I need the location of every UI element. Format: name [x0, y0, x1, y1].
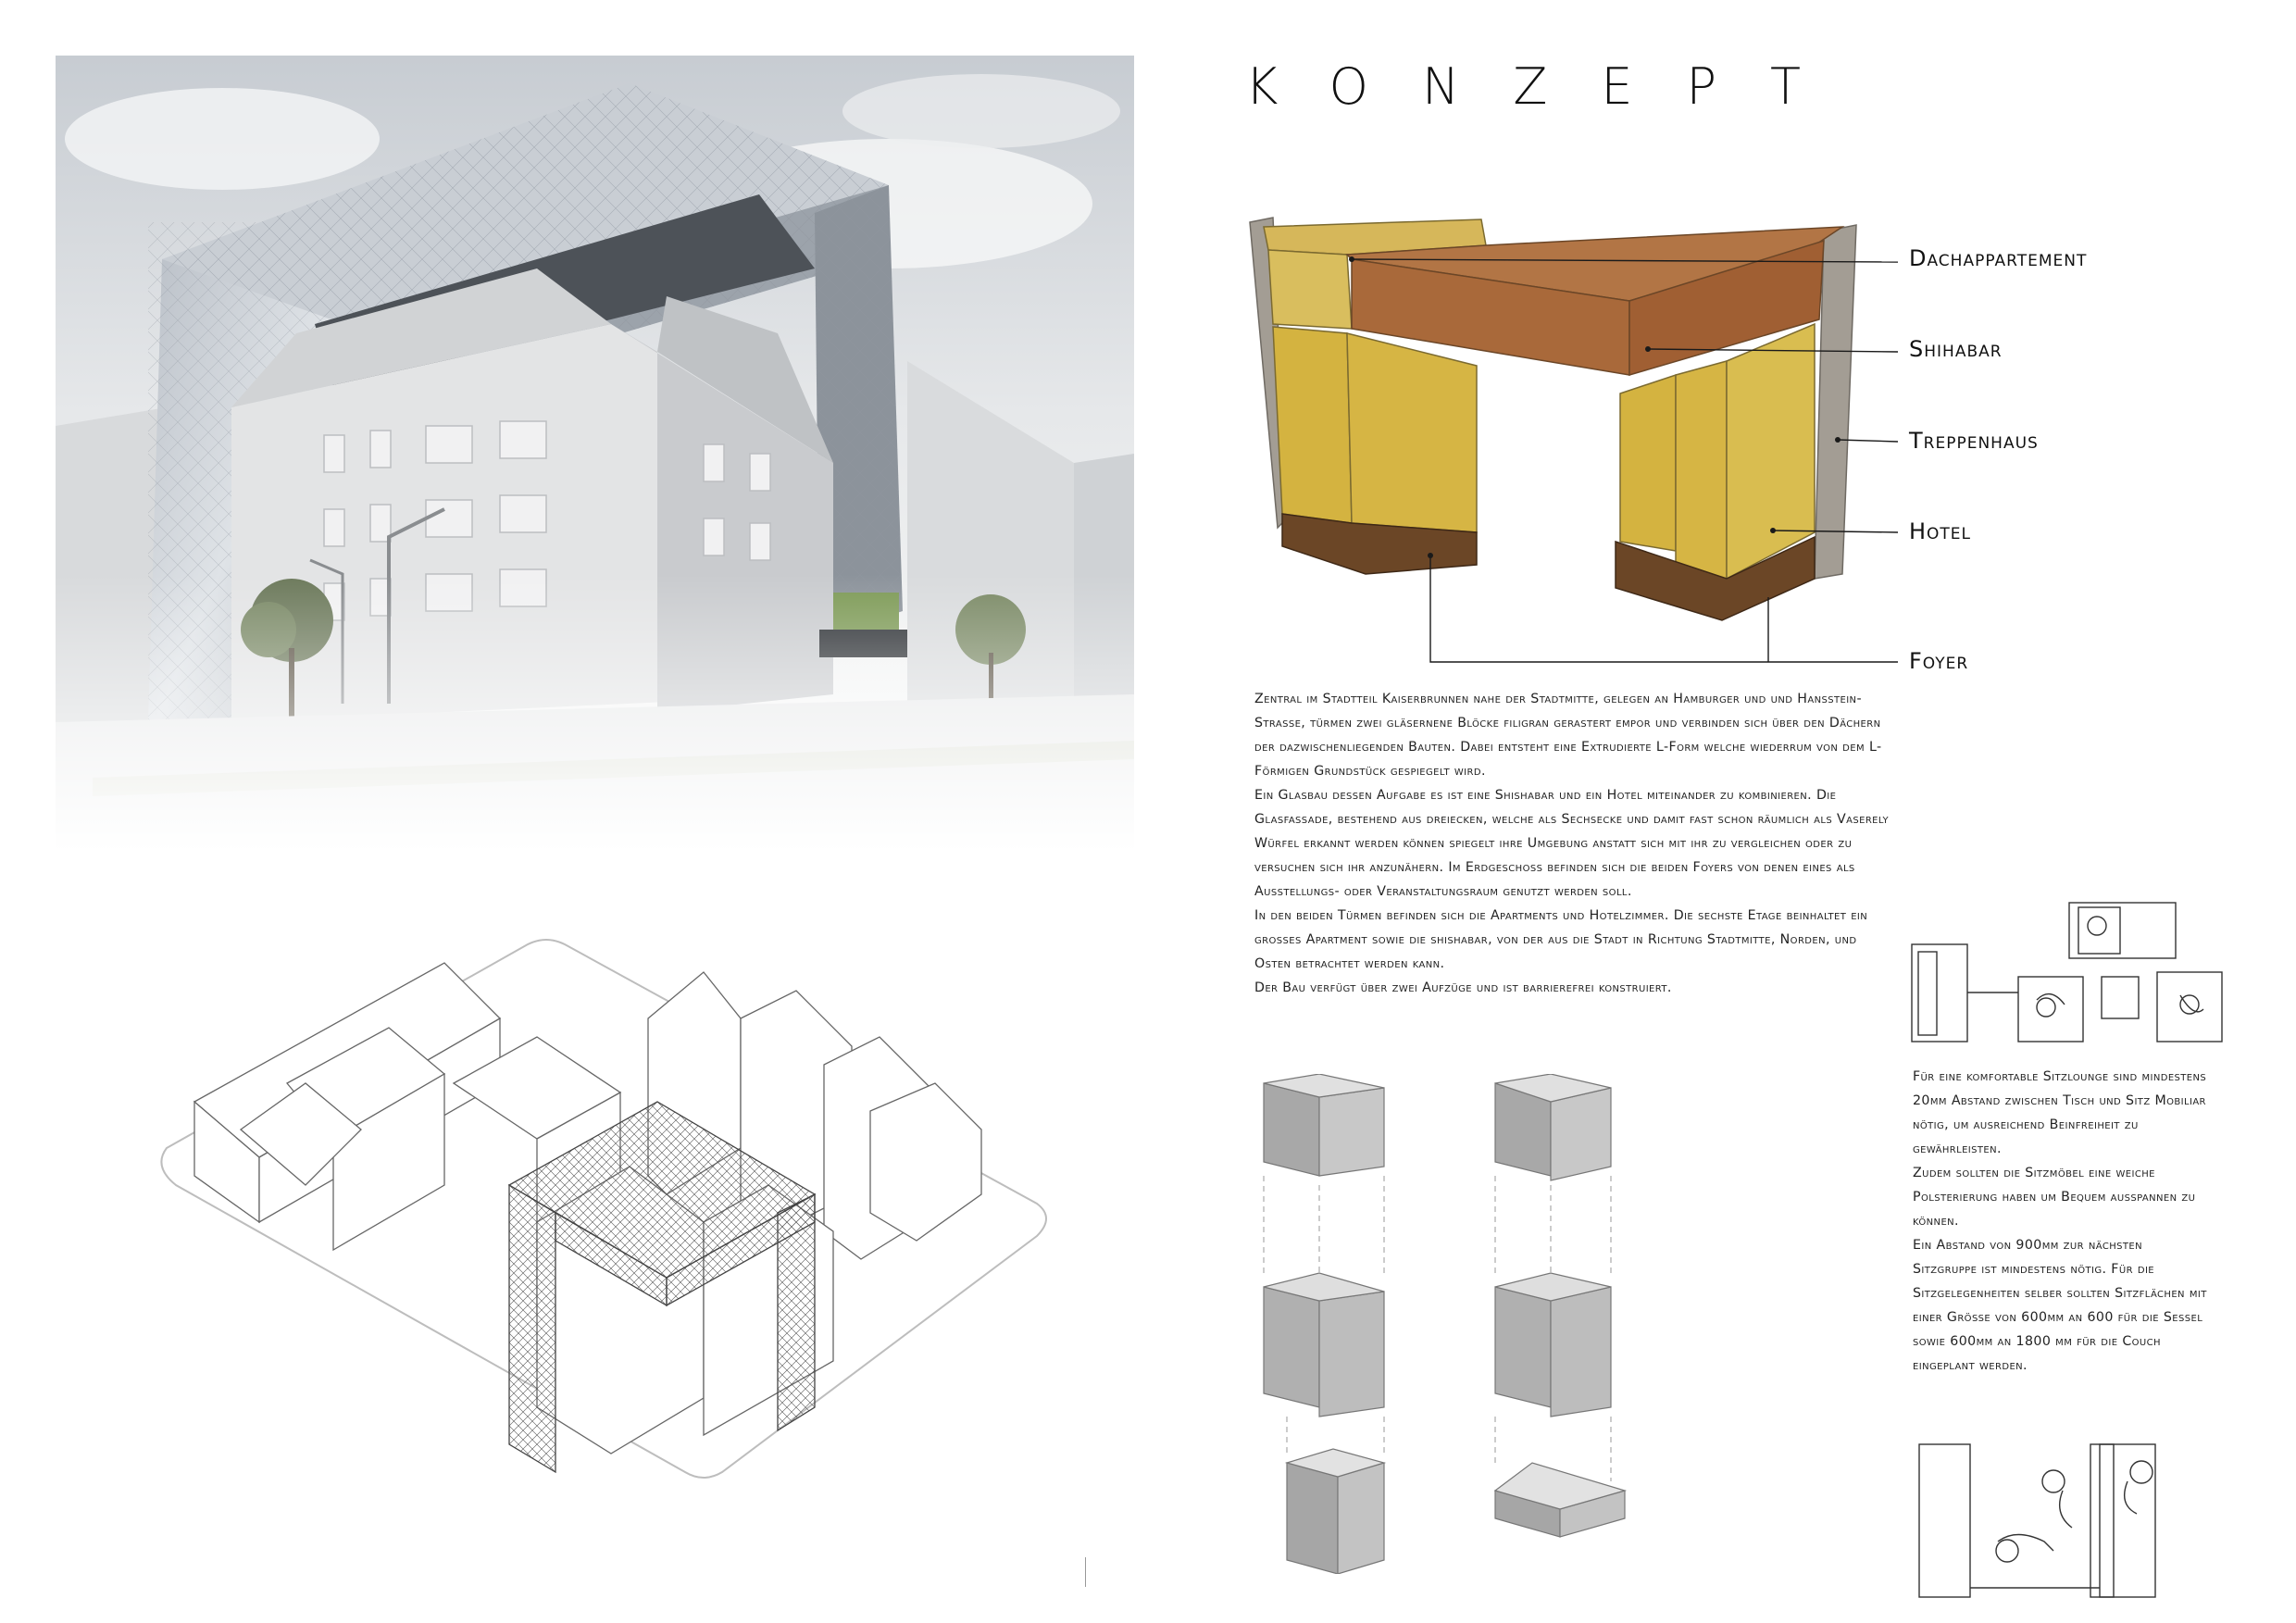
seating-text — [1913, 1065, 2209, 1378]
label-shihabar: Shihabar — [1909, 336, 2003, 362]
label-treppenhaus: Treppenhaus — [1909, 428, 2039, 454]
concept-paragraph: Der Bau verfügt über zwei Aufzüge und ist barrierefrei konstruiert. — [1254, 980, 1672, 995]
seating-plan-top-image — [1907, 898, 2240, 1055]
concept-paragraph: In den beiden Türmen befinden sich die Apartments und Hotelzimmer. Die sechste Etage beinhaltet ein grosses Apartment sowie die shishabar, von der aus die Stadt in Richtung Stadtmitte, Norden, und Osten betrachtet werden kann. — [1254, 908, 1868, 971]
label-hotel: Hotel — [1909, 518, 1972, 544]
volume-studies — [1254, 1074, 1736, 1574]
volume-diagram — [1241, 208, 1944, 680]
dach-front — [1268, 250, 1352, 329]
seating-paragraph: Ein Abstand von 900mm zur nächsten Sitzgruppe ist mindestens nötig. Für die Sitzgelegenheiten selber sollten Sitzflächen mit einer Grösse von 600mm an 600 für die Sessel sowie 600mm an 1800 mm für die Couch eingeplant werden. — [1913, 1238, 2207, 1373]
divider — [1085, 1557, 1086, 1587]
page-title: KONZEPT — [1245, 57, 1855, 116]
hotel-left-side — [1347, 333, 1477, 532]
label-foyer: Foyer — [1909, 648, 1969, 674]
concept-text — [1254, 687, 1893, 1000]
seating-plan-bottom-image — [1915, 1440, 2165, 1602]
seating-plan-bottom — [1915, 1440, 2165, 1602]
seating-paragraph: Zudem sollten die Sitzmöbel eine weiche Polsterierung haben um Bequem ausspannen zu können. — [1913, 1166, 2196, 1229]
label-dachappartement: Dachappartement — [1909, 245, 2088, 271]
rendering-image — [56, 56, 1134, 852]
seating-plan-top — [1907, 898, 2240, 1055]
hotel-right-a — [1620, 375, 1676, 551]
hotel-left — [1273, 327, 1352, 523]
hotel-right-b — [1676, 361, 1727, 579]
axonometric-drawing — [148, 917, 1065, 1491]
volume-studies-image — [1254, 1074, 1736, 1574]
concept-paragraph: Ein Glasbau dessen Aufgabe es ist eine Shishabar und ein Hotel miteinander zu kombinieren. Die Glasfassade, bestehend aus dreiecken, welche als Sechsecke und damit fast schon räumlich als Vaserely Würfel erkannt werden können spiegelt ihre Umgebung anstatt sich mit ihr zu vergleichen oder zu versuchen sich ihr anzunähern. Im Erdgeschoss befinden sich die beiden Foyers von denen eines als Ausstellungs- oder Veranstaltungsraum genutzt werden soll. — [1254, 788, 1890, 899]
axonometric-image — [148, 917, 1065, 1491]
seating-paragraph: Für eine komfortable Sitzlounge sind mindestens 20mm Abstand zwischen Tisch und Sitz Mobiliar nötig, um ausreichend Beinfreiheit zu gewährleisten. — [1913, 1069, 2207, 1156]
building-rendering — [56, 56, 1134, 852]
concept-diagram — [1241, 208, 1944, 680]
concept-paragraph: Zentral im Stadtteil Kaiserbrunnen nahe der Stadtmitte, gelegen an Hamburger und und Hansstein-Strasse, türmen zwei gläsernene Blöcke filigran gerastert empor und verbinden sich über den Dächern der dazwischenliegenden Bauten. Dabei entsteht eine Extrudierte L-Form welche wiederrum von dem L-Förmigen Grundstück gespiegelt wird. — [1254, 692, 1882, 779]
hotel-right-c — [1727, 324, 1815, 579]
